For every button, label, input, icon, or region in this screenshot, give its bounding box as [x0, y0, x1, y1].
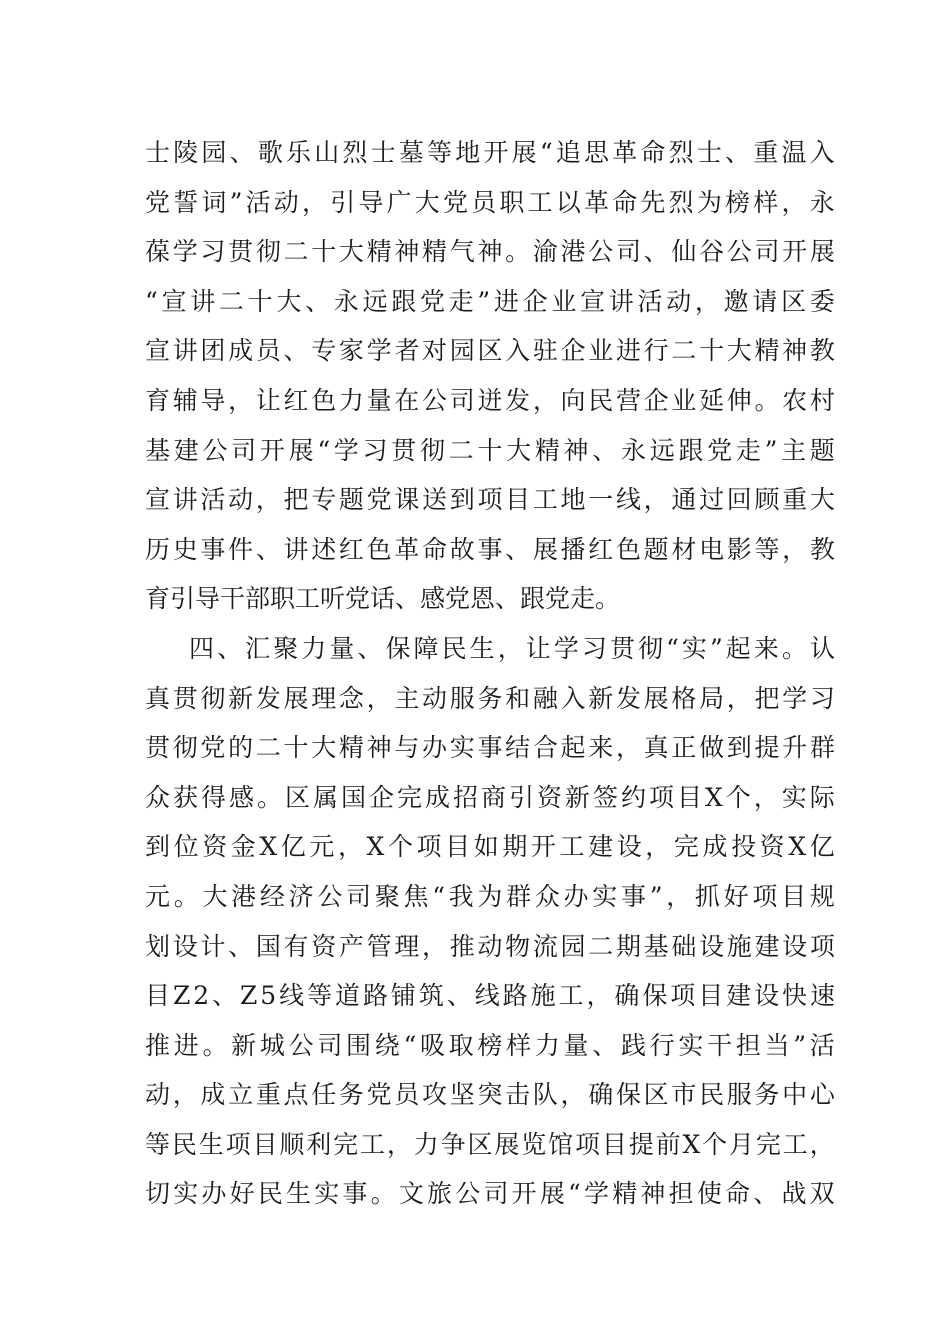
text-line: 元 。 大 港 经 济 公 司 聚 焦 “ 我 为 群 众 办 实 事 ” ， 抓 好 项 目 规: [145, 881, 835, 911]
text-line: 推 进 。 新 城 公 司 围 绕 “ 吸 取 榜 样 力 量 、 践 行 实 干 担 当 ” 活: [145, 1030, 835, 1060]
text-line: 到 位 资 金 X 亿 元 ， X 个 项 目 如 期 开 工 建 设 ， 完 成 投 资 X 亿: [145, 832, 835, 862]
text-line: 宣 讲 活 动 ， 把 专 题 党 课 送 到 项 目 工 地 一 线 ， 通 过 回 顾 重 大: [145, 485, 835, 515]
text-line: 士 陵 园 、 歌 乐 山 烈 士 墓 等 地 开 展 “ 追 思 革 命 烈 士 、 重 温 入: [145, 138, 835, 167]
text-line: 众 获 得 感 。 区 属 国 企 完 成 招 商 引 资 新 签 约 项 目 X 个 ， 实 际: [145, 782, 835, 812]
section-heading-line: 四 、 汇 聚 力 量 、 保 障 民 生 ， 让 学 习 贯 彻 “ 实 ” 起 来 。 认: [189, 633, 835, 663]
text-line: 等 民 生 项 目 顺 利 完 工 ， 力 争 区 展 览 馆 项 目 提 前 X 个 月 完 工 ，: [145, 1129, 835, 1159]
text-line: 贯 彻 党 的 二 十 大 精 神 与 办 实 事 结 合 起 来 ， 真 正 做 到 提 升 群: [145, 733, 835, 763]
text-line: 划 设 计 、 国 有 资 产 管 理 ， 推 动 物 流 园 二 期 基 础 设 施 建 设 项: [145, 931, 835, 961]
text-line: 葆 学 习 贯 彻 二 十 大 精 神 精 气 神 。 渝 港 公 司 、 仙 谷 公 司 开 展: [145, 237, 835, 267]
text-line: 动 ， 成 立 重 点 任 务 党 员 攻 坚 突 击 队 ， 确 保 区 市 民 服 务 中 心: [145, 1080, 835, 1110]
text-line: 目 Z 2 、 Z 5 线 等 道 路 铺 筑 、 线 路 施 工 ， 确 保 项 目 建 设 快 速: [145, 981, 835, 1011]
text-line: 真 贯 彻 新 发 展 理 念 ， 主 动 服 务 和 融 入 新 发 展 格 局 ， 把 学 习: [145, 683, 835, 713]
body-text: [145, 128, 835, 1219]
text-line: 党 誓 词 ” 活 动 ， 引 导 广 大 党 员 职 工 以 革 命 先 烈 为 榜 样 ， 永: [145, 187, 835, 217]
text-line: 切 实 办 好 民 生 实 事 。 文 旅 公 司 开 展 “ 学 精 神 担 使 命 、 战 双: [145, 1179, 835, 1209]
paragraph-end-line: 育引导干部职工听党话、感党恩、跟党走。: [145, 584, 621, 614]
text-line: 基 建 公 司 开 展 “ 学 习 贯 彻 二 十 大 精 神 、 永 远 跟 党 走 ” 主 题: [145, 435, 835, 465]
text-line: 育 辅 导 ， 让 红 色 力 量 在 公 司 迸 发 ， 向 民 营 企 业 延 伸 。 农 村: [145, 385, 835, 415]
text-line: 宣 讲 团 成 员 、 专 家 学 者 对 园 区 入 驻 企 业 进 行 二 十 大 精 神 教: [145, 336, 835, 366]
text-line: 历 史 事 件 、 讲 述 红 色 革 命 故 事 、 展 播 红 色 题 材 电 影 等 ， 教: [145, 534, 835, 564]
text-line: “ 宣 讲 二 十 大 、 永 远 跟 党 走 ” 进 企 业 宣 讲 活 动 ， 邀 请 区 委: [145, 286, 835, 316]
